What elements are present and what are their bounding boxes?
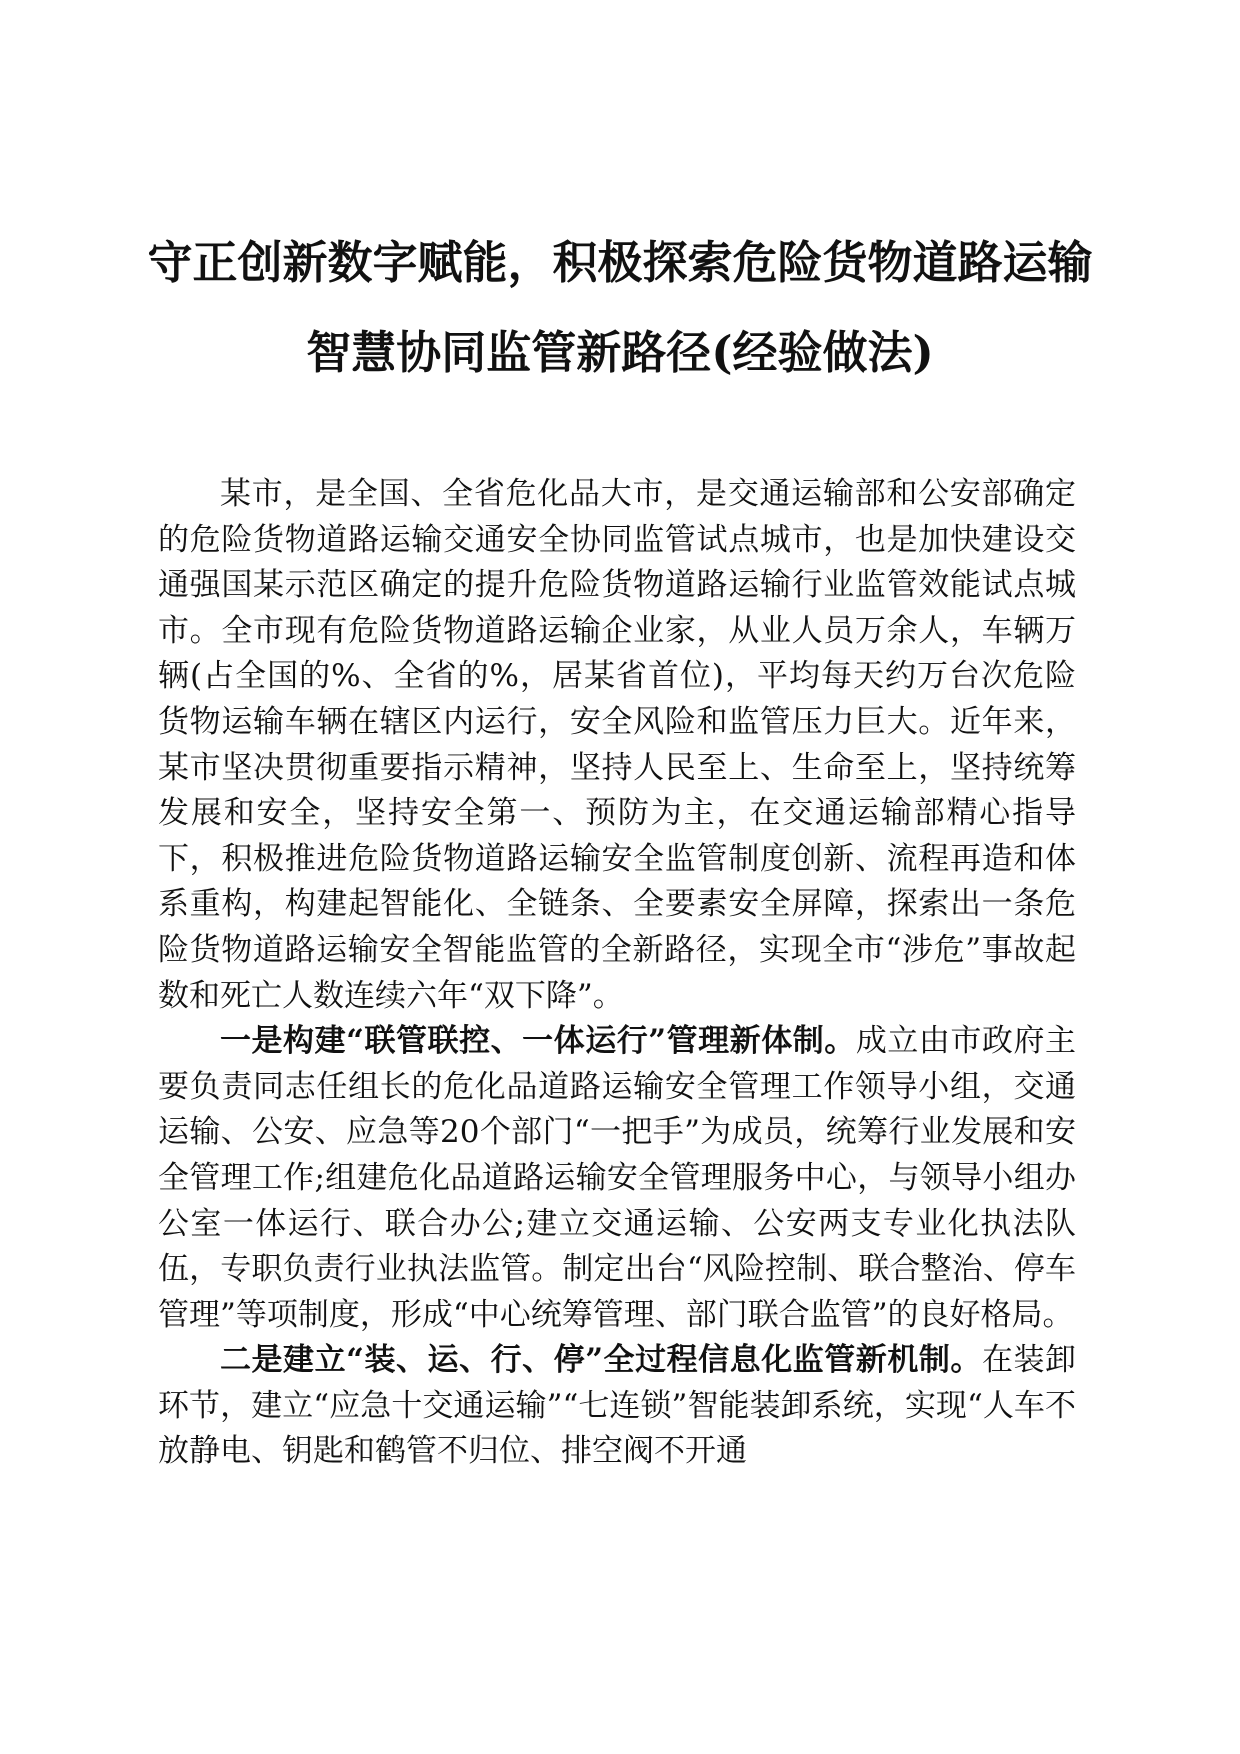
- paragraph-second-measure: [158, 1338, 1076, 1475]
- paragraph-second-measure-heading: 二是建立“装、运、行、停”全过程信息化监管新机制。: [220, 1342, 982, 1379]
- paragraph-second-measure-text: 在装卸环节，建立“应急十交通运输”“七连锁”智能装卸系统，实现“人车不放静电、钥匙和鹤管不归位、排空阀不开通: [158, 1342, 1076, 1470]
- document-title: 守正创新数字赋能，积极探索危险货物道路运输智慧协同监管新路径(经验做法): [147, 236, 1093, 379]
- paragraph-first-measure-heading: 一是构建“联管联控、一体运行”管理新体制。: [220, 1023, 856, 1060]
- paragraph-intro: [158, 472, 1076, 1019]
- document-body: [158, 472, 1076, 1475]
- paragraph-intro-text: 某市，是全国、全省危化品大市，是交通运输部和公安部确定的危险货物道路运输交通安全协同监管试点城市，也是加快建设交通强国某示范区确定的提升危险货物道路运输行业监管效能试点城市。全市现有危险货物道路运输企业家，从业人员万余人，车辆万辆(占全国的%、全省的%，居某省首位)，平均每天约万台次危险货物运输车辆在辖区内运行，安全风险和监管压力巨大。近年来，某市坚决贯彻重要指示精神，坚持人民至上、生命至上，坚持统筹发展和安全，坚持安全第一、预防为主，在交通运输部精心指导下，积极推进危险货物道路运输安全监管制度创新、流程再造和体系重构，构建起智能化、全链条、全要素安全屏障，探索出一条危险货物道路运输安全智能监管的全新路径，实现全市“涉危”事故起数和死亡人数连续六年“双下降”。: [158, 476, 1076, 1014]
- paragraph-first-measure-text: 成立由市政府主要负责同志任组长的危化品道路运输安全管理工作领导小组，交通运输、公安、应急等20个部门“一把手”为成员，统筹行业发展和安全管理工作;组建危化品道路运输安全管理服务中心，与领导小组办公室一体运行、联合办公;建立交通运输、公安两支专业化执法队伍，专职负责行业执法监管。制定出台“风险控制、联合整治、停车管理”等项制度，形成“中心统筹管理、部门联合监管”的良好格局。: [158, 1023, 1076, 1333]
- paragraph-first-measure: [158, 1019, 1076, 1338]
